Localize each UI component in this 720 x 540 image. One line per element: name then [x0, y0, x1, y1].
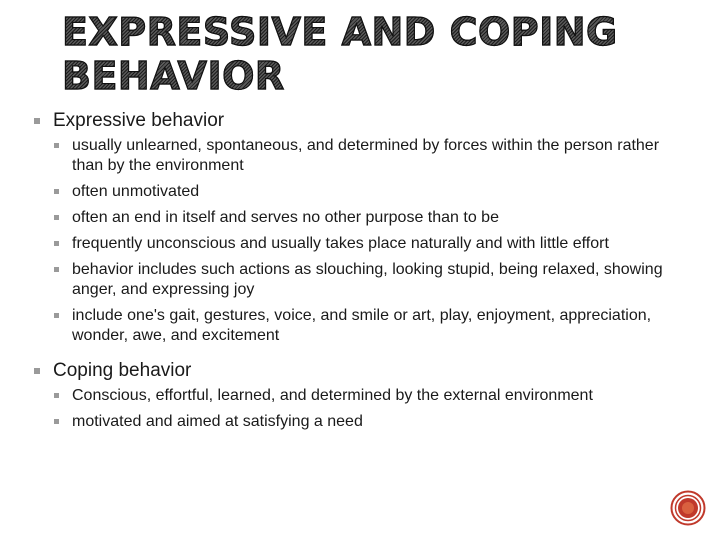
square-bullet-icon: [34, 118, 40, 124]
square-bullet-icon: [54, 267, 59, 272]
list-item-text: usually unlearned, spontaneous, and determined by forces within the person rather than by the environment: [72, 137, 660, 174]
square-bullet-icon: [54, 241, 59, 246]
circular-badge-icon: [670, 490, 706, 526]
list-item: [53, 386, 694, 406]
list-item: [53, 136, 694, 176]
sub-list: [53, 136, 694, 346]
square-bullet-icon: [54, 393, 59, 398]
slide-title: EXPRESSIVE AND COPING BEHAVIOR: [62, 10, 662, 98]
list-item-text: frequently unconscious and usually takes place naturally and with little effort: [72, 235, 609, 252]
square-bullet-icon: [34, 368, 40, 374]
list-item: [53, 182, 694, 202]
square-bullet-icon: [54, 189, 59, 194]
list-item: [34, 360, 694, 432]
bullet-list: [34, 110, 694, 432]
list-item-text: often unmotivated: [72, 183, 200, 200]
list-item-text: Conscious, effortful, learned, and determined by the external environment: [72, 387, 593, 404]
list-item: [53, 412, 694, 432]
square-bullet-icon: [54, 215, 59, 220]
list-item: [53, 306, 694, 346]
list-item: [53, 208, 694, 228]
list-item-text: motivated and aimed at satisfying a need: [72, 413, 363, 430]
sub-list: [53, 386, 694, 432]
list-item: [34, 110, 694, 346]
square-bullet-icon: [54, 313, 59, 318]
slide-content: [34, 110, 694, 438]
list-item: [53, 260, 694, 300]
square-bullet-icon: [54, 419, 59, 424]
section-heading: Coping behavior: [53, 360, 192, 381]
list-item-text: often an end in itself and serves no other purpose than to be: [72, 209, 499, 226]
list-item-text: include one's gait, gestures, voice, and smile or art, play, enjoyment, appreciation, wonder, awe, and excitement: [72, 307, 652, 344]
list-item: [53, 234, 694, 254]
square-bullet-icon: [54, 143, 59, 148]
list-item-text: behavior includes such actions as slouching, looking stupid, being relaxed, showing anger, and expressing joy: [72, 261, 663, 298]
section-heading: Expressive behavior: [53, 110, 225, 131]
